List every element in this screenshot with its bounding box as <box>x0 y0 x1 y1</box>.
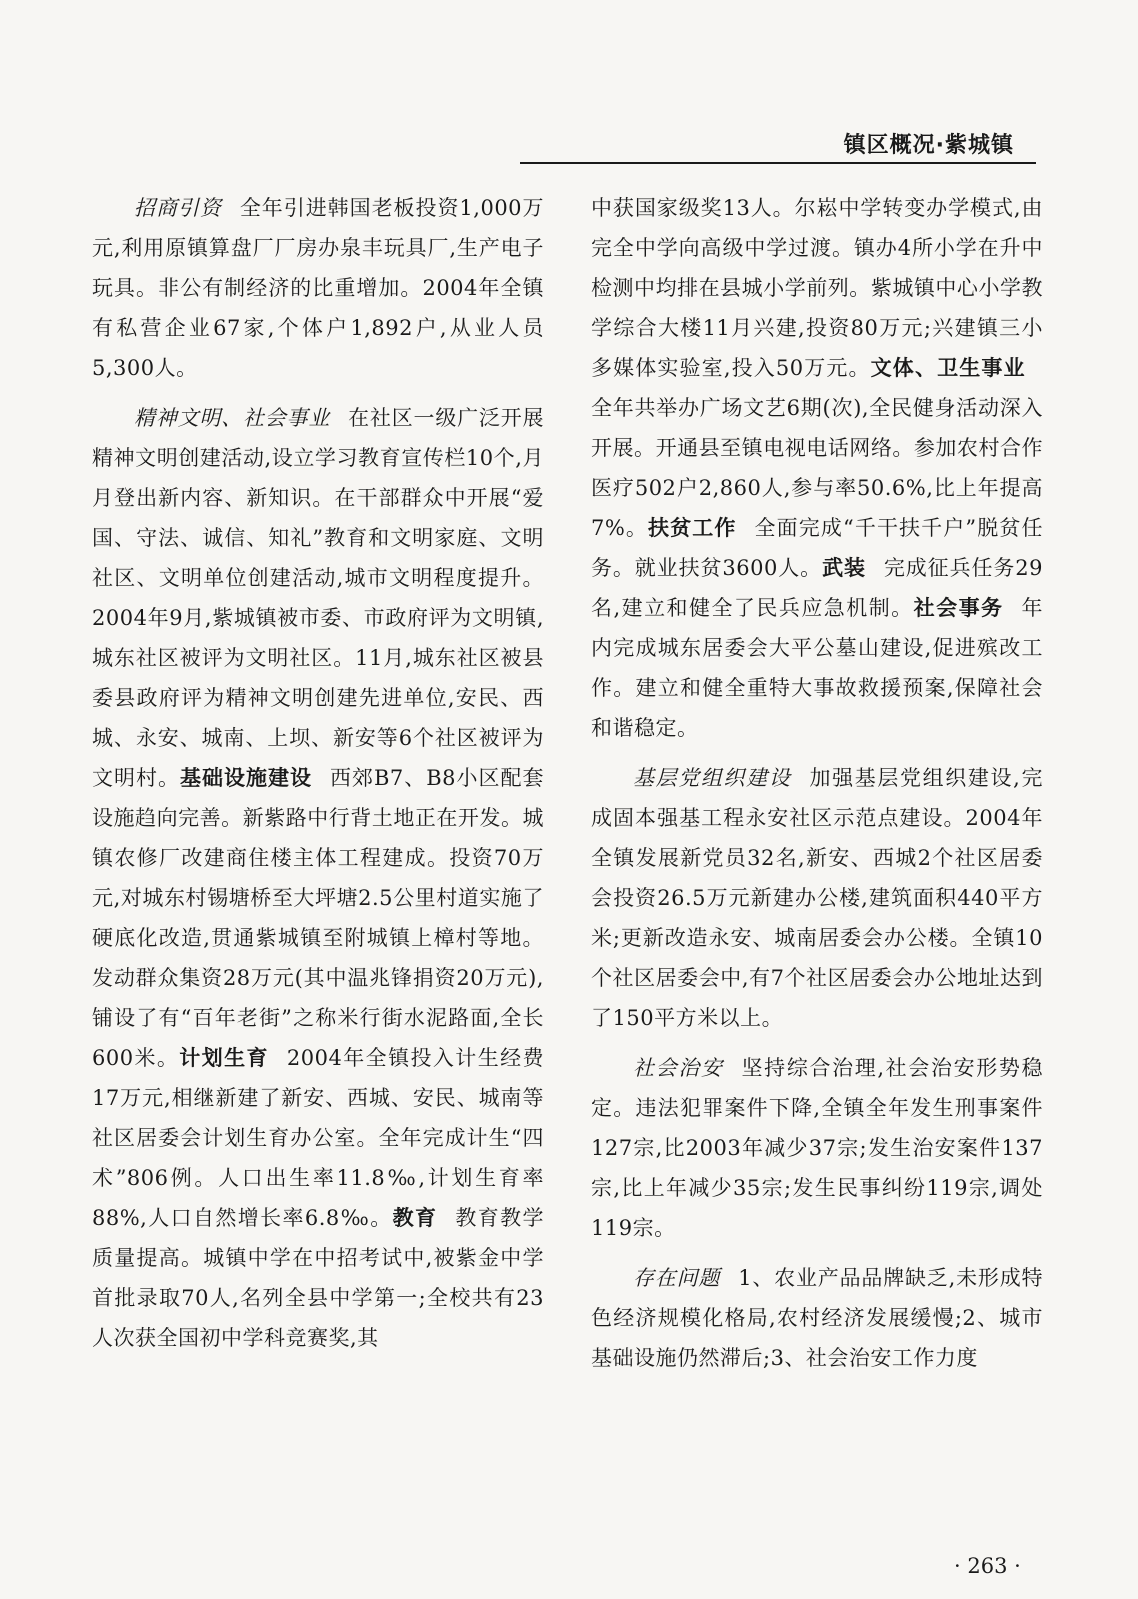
inline-heading: 计划生育 <box>179 1046 269 1070</box>
paragraph-text: 全面完成“千干扶千户”脱贫任务。就业扶贫3600人。 <box>591 516 1043 580</box>
inline-heading: 社会事务 <box>913 596 1004 620</box>
paragraph-security <box>591 1048 1043 1248</box>
right-column <box>591 188 1043 1388</box>
paragraph-text: 西郊B7、B8小区配套设施趋向完善。新紫路中行背土地正在开发。城镇农修厂改建商住楼主体工程建成。投资70万元,对城东村锡塘桥至大坪塘2.5公里村道实施了硬底化改造,贯通紫城镇至附城镇上樟村等地。发动群众集资28万元(其中温兆锋捐资20万元),铺设了有“百年老街”之称米行街水泥路面,全长600米。 <box>92 766 544 1070</box>
paragraph-text: 完成征兵任务29名,建立和健全了民兵应急机制。 <box>591 556 1044 620</box>
paragraph-text: 1、农业产品品牌缺乏,未形成特色经济规模化格局,农村经济发展缓慢;2、城市基础设施仍然滞后;3、社会治安工作力度 <box>591 1266 1043 1370</box>
running-header <box>520 128 1036 164</box>
inline-heading: 教育 <box>392 1206 438 1230</box>
inline-heading: 武装 <box>822 556 866 580</box>
paragraph-text: 2004年全镇投入计生经费17万元,相继新建了新安、西城、安民、城南等社区居委会计划生育办公室。全年完成计生“四术”806例。人口出生率11.8‰,计划生育率88%,人口自然增长率6.8‰。 <box>92 1046 544 1230</box>
inline-heading: 基础设施建设 <box>179 766 312 790</box>
paragraph-text: 全年共举办广场文艺6期(次),全民健身活动深入开展。开通县至镇电视电话网络。参加农村合作医疗502户2,860人,参与率50.6%,比上年提高7%。 <box>591 396 1043 540</box>
section-heading: 精神文明、社会事业 <box>134 406 331 430</box>
inline-heading: 文体、卫生事业 <box>870 356 1025 380</box>
paragraph-text: 坚持综合治理,社会治安形势稳定。违法犯罪案件下降,全镇全年发生刑事案件127宗,比2003年减少37宗;发生治安案件137宗,比上年减少35宗;发生民事纠纷119宗,调处119宗。 <box>591 1056 1043 1240</box>
section-heading: 基层党组织建设 <box>633 766 792 790</box>
paragraph-continued <box>591 188 1043 748</box>
inline-heading: 扶贫工作 <box>648 516 737 540</box>
paragraph-party <box>591 758 1043 1038</box>
section-heading: 存在问题 <box>633 1266 721 1290</box>
section-heading: 社会治安 <box>633 1056 724 1080</box>
paragraph-text: 在社区一级广泛开展精神文明创建活动,设立学习教育宣传栏10个,月月登出新内容、新知识。在干部群众中开展“爱国、守法、诚信、知礼”教育和文明家庭、文明社区、文明单位创建活动,城市文明程度提升。2004年9月,紫城镇被市委、市政府评为文明镇,城东社区被评为文明社区。11月,城东社区被县委县政府评为精神文明创建先进单位,安民、西城、永安、城南、上坝、新安等6个社区被评为文明村。 <box>92 406 545 790</box>
paragraph-text: 教育教学质量提高。城镇中学在中招考试中,被紫金中学首批录取70人,名列全县中学第一;全校共有23人次获全国初中学科竞赛奖,其 <box>92 1206 544 1350</box>
section-heading: 招商引资 <box>134 196 222 220</box>
paragraph-problems <box>591 1258 1043 1378</box>
paragraph-investment <box>92 188 544 388</box>
paragraph-text: 中获国家级奖13人。尔崧中学转变办学模式,由完全中学向高级中学过渡。镇办4所小学在升中检测中均排在县城小学前列。紫城镇中心小学教学综合大楼11月兴建,投资80万元;兴建镇三小多媒体实验室,投入50万元。 <box>591 196 1043 380</box>
page-number: · 263 · <box>954 1554 1021 1578</box>
left-column <box>92 188 544 1368</box>
paragraph-text: 年内完成城东居委会大平公墓山建设,促进殡改工作。建立和健全重特大事故救援预案,保障社会和谐稳定。 <box>591 596 1043 740</box>
paragraph-civilization <box>92 398 544 1358</box>
paragraph-text: 加强基层党组织建设,完成固本强基工程永安社区示范点建设。2004年全镇发展新党员32名,新安、西城2个社区居委会投资26.5万元新建办公楼,建筑面积440平方米;更新改造永安、城南居委会办公楼。全镇10个社区居委会中,有7个社区居委会办公地址达到了150平方米以上。 <box>591 766 1043 1030</box>
paragraph-text: 全年引进韩国老板投资1,000万元,利用原镇算盘厂厂房办泉丰玩具厂,生产电子玩具。非公有制经济的比重增加。2004年全镇有私营企业67家,个体户1,892户,从业人员5,300人。 <box>92 196 545 380</box>
header-title: 镇区概况·紫城镇 <box>843 133 1014 158</box>
